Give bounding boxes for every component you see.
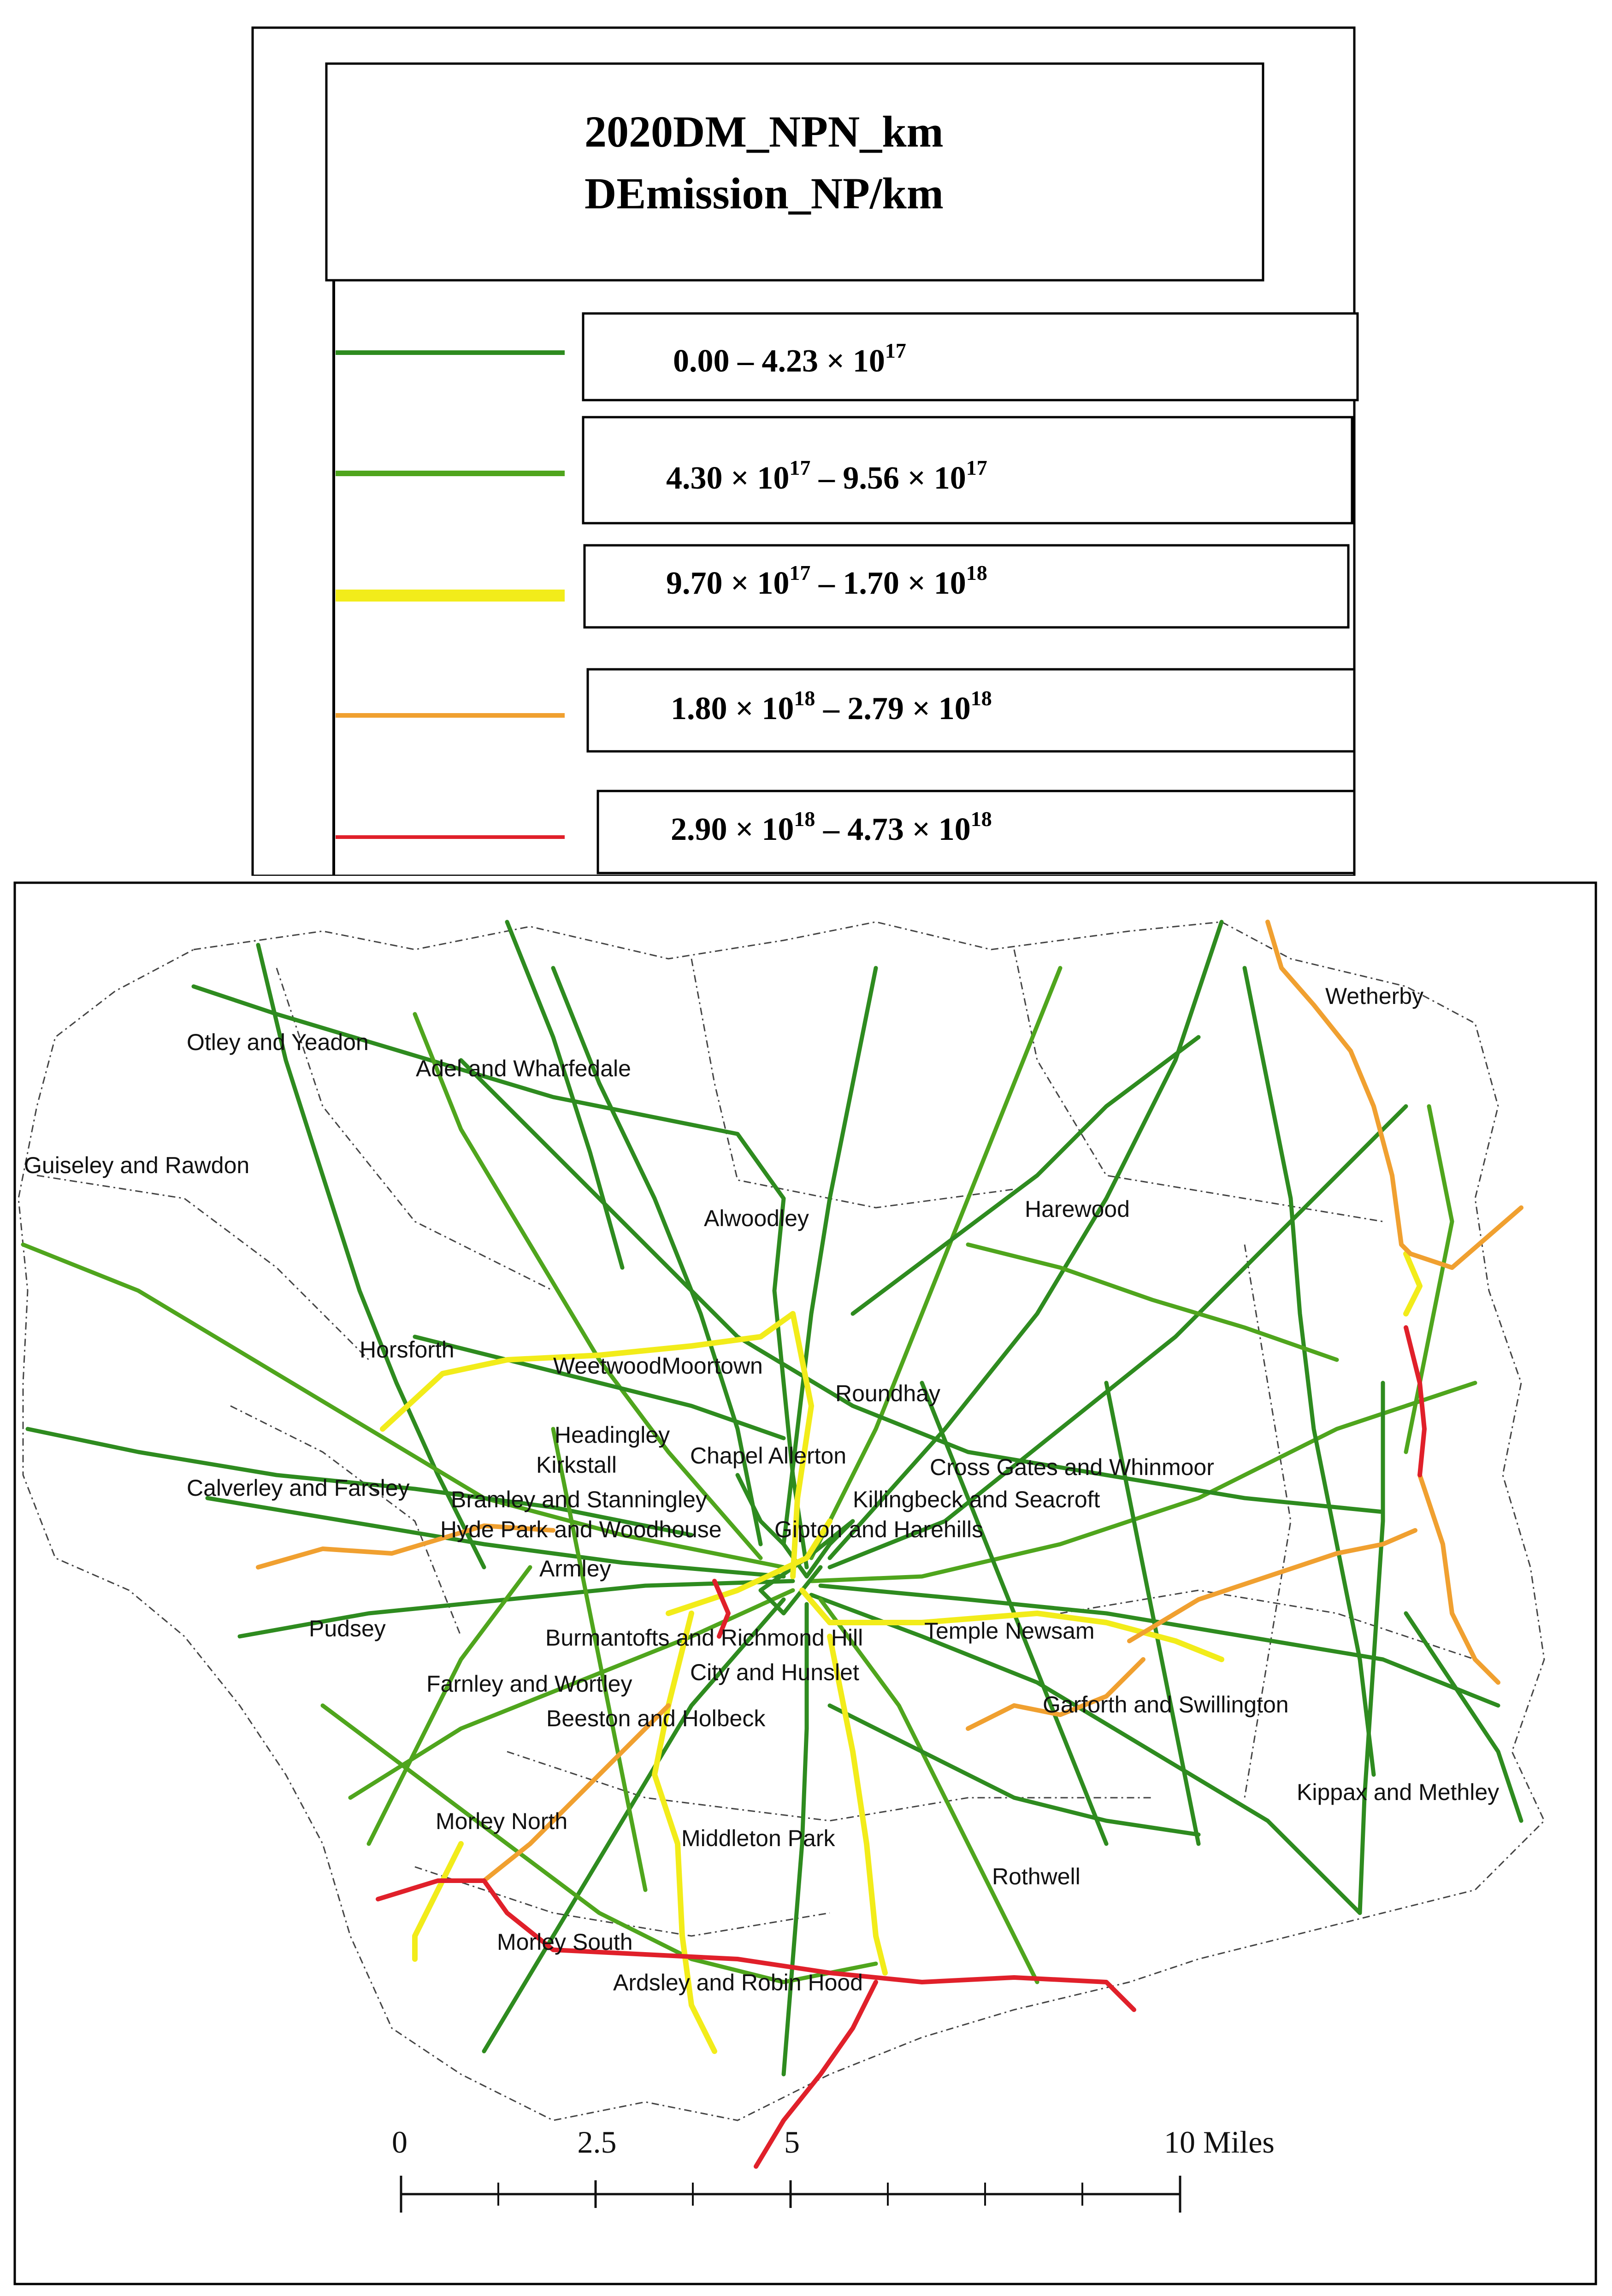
place-label-wetherby: Wetherby (1325, 983, 1424, 1009)
place-label-burmantofts-and-richmond-hill: Burmantofts and Richmond Hill (545, 1625, 863, 1651)
place-label-roundhay: Roundhay (835, 1381, 940, 1406)
scale-tick-label-2-5: 2.5 (577, 2125, 617, 2160)
scale-tick-label-5: 5 (784, 2125, 800, 2160)
place-label-city-and-hunslet: City and Hunslet (690, 1659, 859, 1685)
place-label-middleton-park: Middleton Park (681, 1825, 835, 1851)
place-label-beeston-and-holbeck: Beeston and Holbeck (546, 1706, 766, 1731)
place-label-farnley-and-wortley: Farnley and Wortley (426, 1671, 632, 1697)
place-label-gipton-and-harehills: Gipton and Harehills (774, 1517, 984, 1542)
legend-class-4-label: $1.80 \times 10^{18} - 2.79 \times 10^{18}$ (671, 686, 992, 726)
place-label-kippax-and-methley: Kippax and Methley (1297, 1779, 1500, 1805)
legend-class-1-label: $0.00 - 4.23 \times 10^{17}$ (673, 339, 906, 379)
place-label-killingbeck-and-seacroft: Killingbeck and Seacroft (853, 1487, 1100, 1512)
legend-class-3-label: $9.70 \times 10^{17} - 1.70 \times 10^{18}$ (666, 561, 987, 601)
legend-title-line2: DEmission_NP/km (585, 169, 944, 218)
place-label-bramley-and-stanningley: Bramley and Stanningley (451, 1487, 707, 1512)
place-label-weetwood-moortown: WeetwoodMoortown (553, 1353, 763, 1379)
place-label-horsforth: Horsforth (360, 1337, 455, 1363)
legend-title-line1: 2020DM_NPN_km (585, 107, 944, 156)
place-label-otley-and-yeadon: Otley and Yeadon (187, 1029, 369, 1055)
place-label-harewood: Harewood (1025, 1196, 1130, 1222)
place-label-rothwell: Rothwell (992, 1864, 1081, 1889)
legend-class-5-label: $2.90 \times 10^{18} - 4.73 \times 10^{18}$ (671, 807, 992, 847)
place-label-armley: Armley (539, 1556, 611, 1582)
scale-tick-label-0: 0 (392, 2125, 407, 2160)
place-label-chapel-allerton: Chapel Allerton (690, 1443, 847, 1469)
place-label-garforth-and-swillington: Garforth and Swillington (1043, 1692, 1289, 1718)
place-label-morley-north: Morley North (436, 1808, 568, 1834)
place-label-adel-and-wharfedale: Adel and Wharfedale (416, 1056, 631, 1081)
place-label-headingley: Headingley (555, 1422, 670, 1448)
legend-class-2-label: $4.30 \times 10^{17} - 9.56 \times 10^{17}$ (666, 456, 987, 496)
place-label-cross-gates-and-whinmoor: Cross Gates and Whinmoor (930, 1454, 1214, 1480)
place-label-alwoodley: Alwoodley (704, 1205, 809, 1231)
place-label-temple-newsam: Temple Newsam (924, 1618, 1095, 1644)
scale-tick-label-10-miles: 10 Miles (1164, 2125, 1275, 2160)
place-label-pudsey: Pudsey (309, 1616, 386, 1641)
place-label-morley-south: Morley South (497, 1929, 633, 1955)
place-label-guiseley-and-rawdon: Guiseley and Rawdon (24, 1152, 250, 1178)
place-label-ardsley-and-robin-hood: Ardsley and Robin Hood (613, 1970, 863, 1995)
place-label-hyde-park-and-woodhouse: Hyde Park and Woodhouse (440, 1517, 722, 1542)
place-label-calverley-and-farsley: Calverley and Farsley (187, 1475, 410, 1501)
place-label-kirkstall: Kirkstall (536, 1452, 617, 1478)
